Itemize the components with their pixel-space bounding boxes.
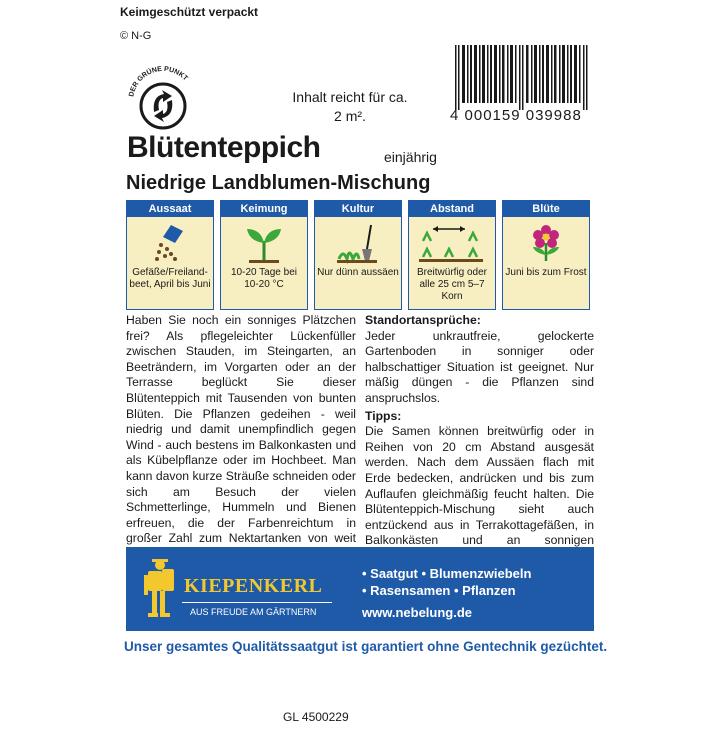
seeds-icon [127, 217, 213, 267]
info-box-kultur [314, 200, 402, 310]
flower-icon [503, 217, 589, 267]
info-box-text: Breitwürfig oder alle 25 cm 5–7 Korn [416, 267, 488, 302]
product-range-line: • Saatgut • Blumenzwiebeln [362, 566, 532, 581]
barcode-icon [455, 45, 595, 110]
sprout-icon [221, 217, 307, 267]
info-box-heading: Aussaat [127, 201, 213, 217]
tips-heading: Tipps: [365, 408, 402, 423]
copyright-note: © N-G [120, 30, 152, 42]
info-box-bluete [502, 200, 590, 310]
info-box-text: Nur dünn aussäen [317, 267, 399, 278]
brand-footer [126, 547, 594, 631]
website-link[interactable]: www.nebelung.de [362, 605, 473, 620]
packaging-note: Keimgeschützt verpackt [120, 5, 259, 19]
product-title: Blütenteppich [127, 131, 321, 164]
care-instructions [365, 313, 594, 567]
product-description: Haben Sie noch ein sonniges Plätzchen frei? Als pflegeleichter Lückenfüller zwischen Stauden, im Steingarten, an Beeträndern, im Vorgarten oder an der Terrasse beglückt Sie dieser Blütenteppich mit Tausenden von bunten Blüten. Die Pflanzen gedeihen - weil niedrig und damit unempfindlich gegen Wind - auch bestens im Balkonkasten und als Kübelpflanze oder im Hochbeet. Man kann davon kurze Sträuße schneiden oder sich am Besuch der vielen Schmetterlinge, Hummeln und Bienen erfreuen, die der Farbenreichtum in großer Zahl zum Nektartanken von weit [126, 313, 356, 546]
brand-name: KIEPENKERL [184, 575, 323, 597]
info-box-keimung [220, 200, 308, 310]
brand-divider [182, 602, 332, 603]
tips-text: Die Samen können breitwürfig oder in Reihen von 20 cm Abstand ausgesät werden. Nach dem Aussäen flach mit Erde bedecken, andrücken und bis zum Auflaufen gleichmäßig feucht halten. Die Blütenteppich-Mischung sieht auch entzückend aus in Terrakottagefäßen, in Balkonkästen und an sonnigen [365, 424, 594, 548]
info-box-aussaat [126, 200, 214, 310]
info-box-heading: Keimung [221, 201, 307, 217]
info-box-abstand [408, 200, 496, 310]
info-box-heading: Kultur [315, 201, 401, 217]
svg-text:DER GRÜNE PUNKT: DER GRÜNE PUNKT [128, 65, 189, 98]
ean-number: 4 000159 039988 [450, 107, 582, 124]
kiepenkerl-figure-icon [138, 557, 182, 621]
product-range [362, 565, 531, 599]
spacing-icon [409, 217, 495, 267]
info-box-heading: Abstand [409, 201, 495, 217]
content-info: Inhalt reicht für ca. 2 m². [292, 89, 408, 124]
location-heading: Standortansprüche: [365, 313, 481, 327]
product-range-line: • Rasensamen • Pflanzen [362, 583, 516, 598]
location-text: Jeder unkrautfreie, gelockerte Gartenboden in sonniger oder halbschattiger Situation ist geeignet. Nur mäßig düngen - die Pflanzen sind anspruchslos. [365, 328, 594, 405]
info-boxes [126, 200, 588, 310]
brand-slogan: AUS FREUDE AM GÄRTNERN [190, 607, 317, 617]
info-box-text: Gefäße/Freiland-beet, April bis Juni [129, 267, 211, 290]
product-subtitle: Niedrige Landblumen-Mischung [126, 172, 431, 194]
gmo-free-guarantee: Unser gesamtes Qualitätssaatgut ist garantiert ohne Gentechnik gezüchtet. [124, 639, 608, 654]
info-box-heading: Blüte [503, 201, 589, 217]
info-box-text: 10-20 Tage bei 10-20 °C [231, 267, 297, 290]
kiepenkerl-logo [134, 555, 344, 623]
product-title-suffix: einjährig [384, 149, 437, 165]
gl-code: GL 4500229 [283, 710, 349, 724]
info-box-text: Juni bis zum Frost [505, 267, 587, 278]
shovel-icon [315, 217, 401, 267]
